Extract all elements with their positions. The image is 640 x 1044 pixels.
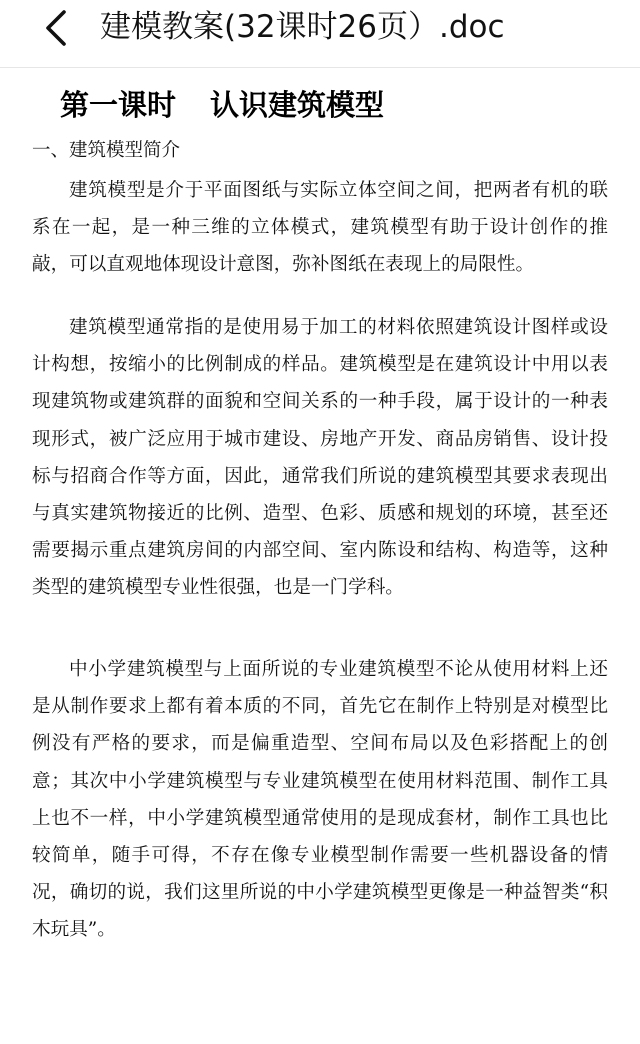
top-app-bar	[0, 0, 640, 68]
document-title: 建模教案(32课时26页）.doc	[100, 9, 505, 45]
back-button[interactable]	[36, 6, 80, 50]
lesson-heading	[60, 86, 384, 124]
paragraph-2: 建筑模型通常指的是使用易于加工的材料依照建筑设计图样或设计构想，按缩小的比例制成的样品。建筑模型是在建筑设计中用以表现建筑物或建筑群的面貌和空间关系的一种手段，属于设计的一种表现形式，被广泛应用于城市建设、房地产开发、商品房销售、设计投标与招商合作等方面，因此，通常我们所说的建筑模型其要求表现出与真实建筑物接近的比例、造型、色彩、质感和规划的环境，甚至还需要揭示重点建筑房间的内部空间、室内陈设和结构、构造等，这种类型的建筑模型专业性很强，也是一门学科。	[32, 317, 608, 599]
lesson-number: 第一课时	[60, 88, 177, 122]
section-heading: 一、建筑模型简介	[32, 140, 181, 161]
lesson-title: 认识建筑模型	[210, 88, 385, 122]
chevron-left-icon	[36, 6, 80, 50]
paragraph-3: 中小学建筑模型与上面所说的专业建筑模型不论从使用材料上还是从制作要求上都有着本质的不同，首先它在制作上特别是对模型比例没有严格的要求，而是偏重造型、空间布局以及色彩搭配上的创意；其次中小学建筑模型与专业建筑模型在使用材料范围、制作工具上也不一样，中小学建筑模型通常使用的是现成套材，制作工具也比较简单，随手可得，不存在像专业模型制作需要一些机器设备的情况，确切的说，我们这里所说的中小学建筑模型更像是一种益智类“积木玩具”。	[32, 659, 608, 941]
paragraph-1: 建筑模型是介于平面图纸与实际立体空间之间，把两者有机的联系在一起，是一种三维的立体模式，建筑模型有助于设计创作的推敲，可以直观地体现设计意图，弥补图纸在表现上的局限性。	[32, 180, 608, 276]
document-viewer[interactable]	[0, 68, 640, 1044]
